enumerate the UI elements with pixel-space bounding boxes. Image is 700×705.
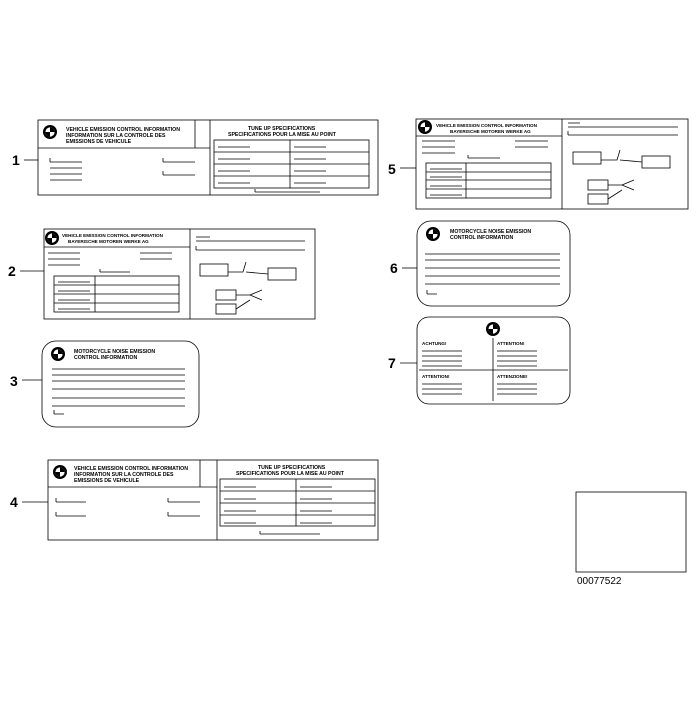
emission-subtitle-2: EMISSIONS DE VEHICULE: [74, 478, 140, 484]
warning-en: ATTENTION!: [497, 341, 525, 346]
warning-de: ACHTUNG!: [422, 341, 447, 346]
reference-box: [576, 492, 686, 587]
label-item-5: [388, 119, 688, 209]
noise-subtitle: CONTROL INFORMATION: [450, 235, 514, 241]
emission-title: VEHICLE EMISSION CONTROL INFORMATION: [66, 127, 180, 133]
label-item-3: [10, 341, 199, 427]
label-item-1: [12, 120, 378, 195]
callout-3: 3: [10, 373, 18, 389]
label-item-4: [10, 460, 378, 540]
emission-de-subtitle: BAYERISCHE MOTOREN WERKE AG: [68, 239, 149, 244]
emission-subtitle-2: EMISSIONS DE VEHICULE: [66, 139, 132, 145]
emission-de-title: VEHICLE EMISSION CONTROL INFORMATION: [436, 123, 537, 128]
tune-up-title: TUNE UP SPECIFICATIONS: [258, 465, 326, 471]
noise-title: MOTORCYCLE NOISE EMISSION: [74, 349, 156, 355]
label-item-2: [8, 229, 315, 319]
emission-de-title: VEHICLE EMISSION CONTROL INFORMATION: [62, 233, 163, 238]
warning-fr: ATTENTION!: [422, 374, 450, 379]
bmw-logo-icon: [45, 231, 59, 245]
callout-4: 4: [10, 494, 18, 510]
label-item-6: [390, 221, 570, 306]
noise-title: MOTORCYCLE NOISE EMISSION: [450, 229, 532, 235]
emission-subtitle: INFORMATION SUR LA CONTROLE DES: [74, 472, 174, 478]
callout-2: 2: [8, 263, 16, 279]
emission-title: VEHICLE EMISSION CONTROL INFORMATION: [74, 466, 188, 472]
callout-5: 5: [388, 161, 396, 177]
bmw-logo-icon: [418, 120, 432, 134]
bmw-logo-icon: [51, 347, 65, 361]
emission-subtitle: INFORMATION SUR LA CONTROLE DES: [66, 133, 166, 139]
warning-it: ATTENZIONE!: [497, 374, 528, 379]
callout-1: 1: [12, 152, 20, 168]
callout-7: 7: [388, 355, 396, 371]
tune-up-title: TUNE UP SPECIFICATIONS: [248, 126, 316, 132]
tune-up-subtitle: SPECIFICATIONS POUR LA MISE AU POINT: [228, 132, 336, 138]
callout-6: 6: [390, 260, 398, 276]
reference-code: 00077522: [577, 576, 622, 587]
label-item-7: [388, 317, 570, 404]
bmw-logo-icon: [43, 125, 57, 139]
bmw-logo-icon: [426, 227, 440, 241]
tune-up-subtitle: SPECIFICATIONS POUR LA MISE AU POINT: [236, 471, 344, 477]
noise-subtitle: CONTROL INFORMATION: [74, 355, 138, 361]
emission-de-subtitle: BAYERISCHE MOTOREN WERKE AG: [450, 129, 531, 134]
bmw-logo-icon: [486, 322, 500, 336]
bmw-logo-icon: [53, 465, 67, 479]
